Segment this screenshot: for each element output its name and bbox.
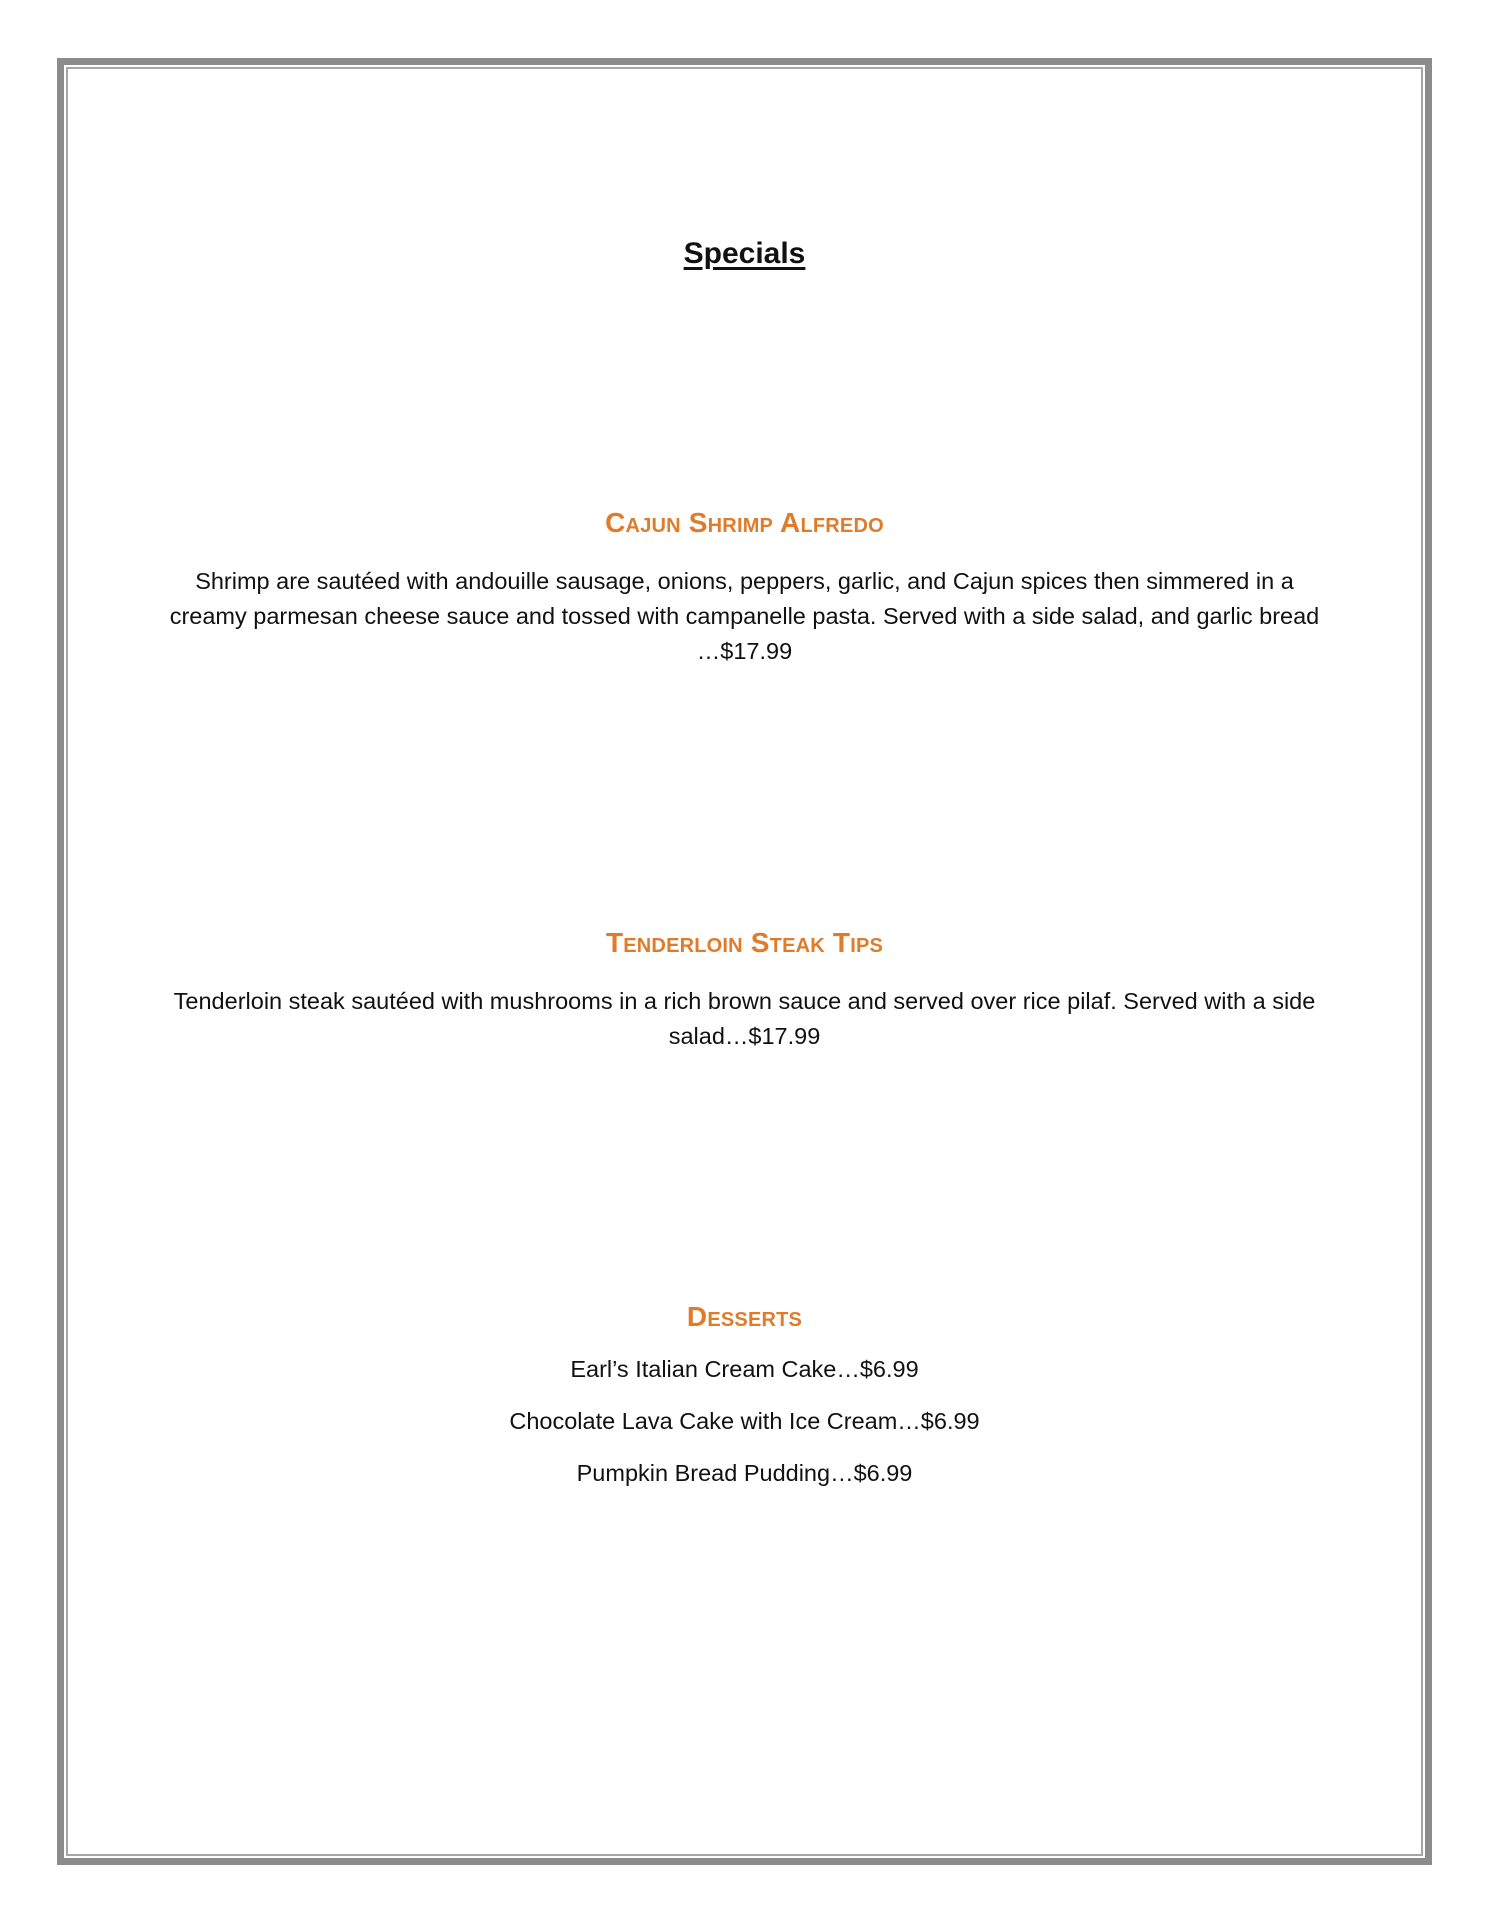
dessert-item: Chocolate Lava Cake with Ice Cream…$6.99: [509, 1408, 980, 1434]
special-heading-tenderloin-steak-tips: Tenderloin Steak Tips: [605, 927, 884, 958]
dessert-item: Pumpkin Bread Pudding…$6.99: [576, 1460, 913, 1486]
special-heading-cajun-shrimp-alfredo: Cajun Shrimp Alfredo: [605, 507, 884, 538]
menu-page: [66, 67, 1423, 1856]
dessert-item: Earl’s Italian Cream Cake…$6.99: [570, 1356, 919, 1382]
special-description-tenderloin-steak-tips: Tenderloin steak sautéed with mushrooms in a rich brown sauce and served over rice pilaf. Served with a side salad…$17.99: [173, 988, 1316, 1049]
page-title: Specials: [683, 237, 806, 270]
desserts-heading: Desserts: [686, 1301, 803, 1332]
dessert-list: [66, 1352, 1423, 1508]
special-description-cajun-shrimp-alfredo: Shrimp are sautéed with andouille sausage, onions, peppers, garlic, and Cajun spices then simmered in a creamy parmesan cheese sauce and tossed with campanelle pasta. Served with a side salad, and garlic bread …$17.99: [169, 568, 1320, 664]
